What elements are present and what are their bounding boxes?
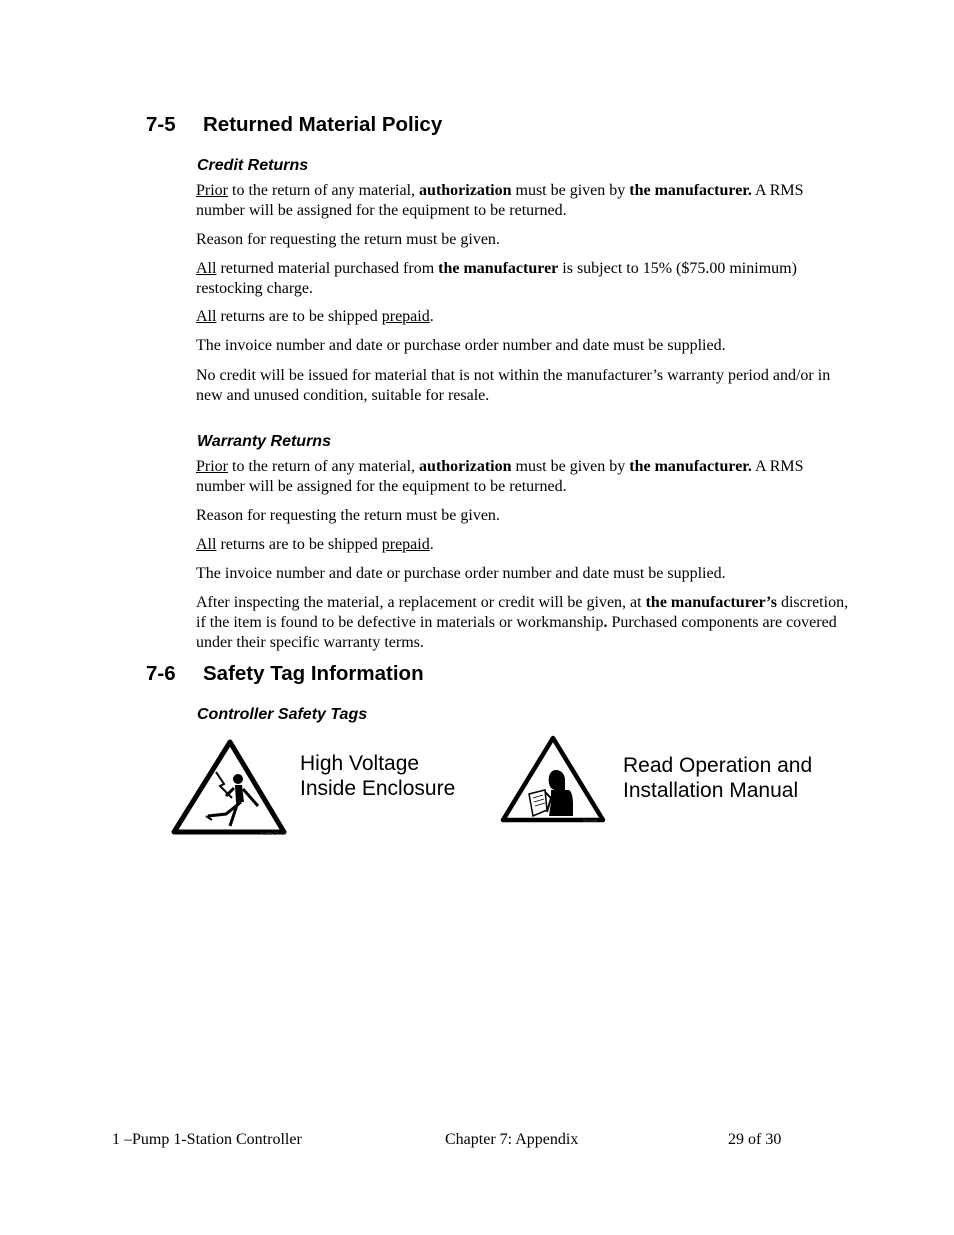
section-number: 7-6 (146, 662, 176, 685)
credit-paragraph-prepaid: All returns are to be shipped prepaid. (196, 308, 434, 325)
credit-paragraph-no-credit: No credit will be issued for material that is not within the manufacturer’s warranty period and/or in new and unused condition, suitable for resale. (196, 367, 831, 404)
credit-paragraph-authorization: Prior to the return of any material, authorization must be given by the manufacturer. A RMS number will be assigned for the equipment to be returned. (196, 182, 804, 219)
warranty-paragraph-authorization: Prior to the return of any material, authorization must be given by the manufacturer. A RMS number will be assigned for the equipment to be returned. (196, 458, 804, 495)
subheading-credit-returns: Credit Returns (197, 157, 309, 174)
read-manual-tag-text: Read Operation and Installation Manual (623, 754, 813, 802)
svg-text:ISO-026: ISO-026 (583, 819, 598, 823)
high-voltage-tag-text: High Voltage Inside Enclosure (300, 752, 456, 800)
credit-paragraph-invoice: The invoice number and date or purchase order number and date must be supplied. (196, 337, 726, 354)
footer-chapter: Chapter 7: Appendix (445, 1131, 579, 1148)
section-heading-7-6 (146, 662, 424, 686)
section-title: Returned Material Policy (203, 113, 443, 136)
footer-document-title: 1 –Pump 1-Station Controller (112, 1131, 302, 1148)
section-number: 7-5 (146, 113, 176, 136)
footer-page-number: 29 of 30 (728, 1131, 782, 1148)
warranty-paragraph-prepaid: All returns are to be shipped prepaid. (196, 536, 434, 553)
electric-shock-warning-icon (168, 734, 288, 838)
section-heading-7-5 (146, 113, 442, 137)
warranty-paragraph-invoice: The invoice number and date or purchase order number and date must be supplied. (196, 565, 726, 582)
subheading-controller-safety-tags: Controller Safety Tags (197, 706, 368, 723)
subheading-warranty-returns: Warranty Returns (197, 433, 331, 450)
credit-paragraph-restocking: All returned material purchased from the manufacturer is subject to 15% ($75.00 minimum) restocking charge. (196, 260, 797, 297)
svg-text:©1990 CF / LM: ©1990 CF / LM (260, 832, 287, 836)
warranty-paragraph-inspection: After inspecting the material, a replacement or credit will be given, at the manufacturer’s discretion, if the item is found to be defective in materials or workmanship. Purchased components are covered under their specific warranty terms. (196, 594, 849, 651)
warranty-paragraph-reason: Reason for requesting the return must be given. (196, 507, 500, 524)
credit-paragraph-reason: Reason for requesting the return must be given. (196, 231, 500, 248)
section-title: Safety Tag Information (203, 662, 424, 685)
read-manual-warning-icon (499, 732, 609, 827)
